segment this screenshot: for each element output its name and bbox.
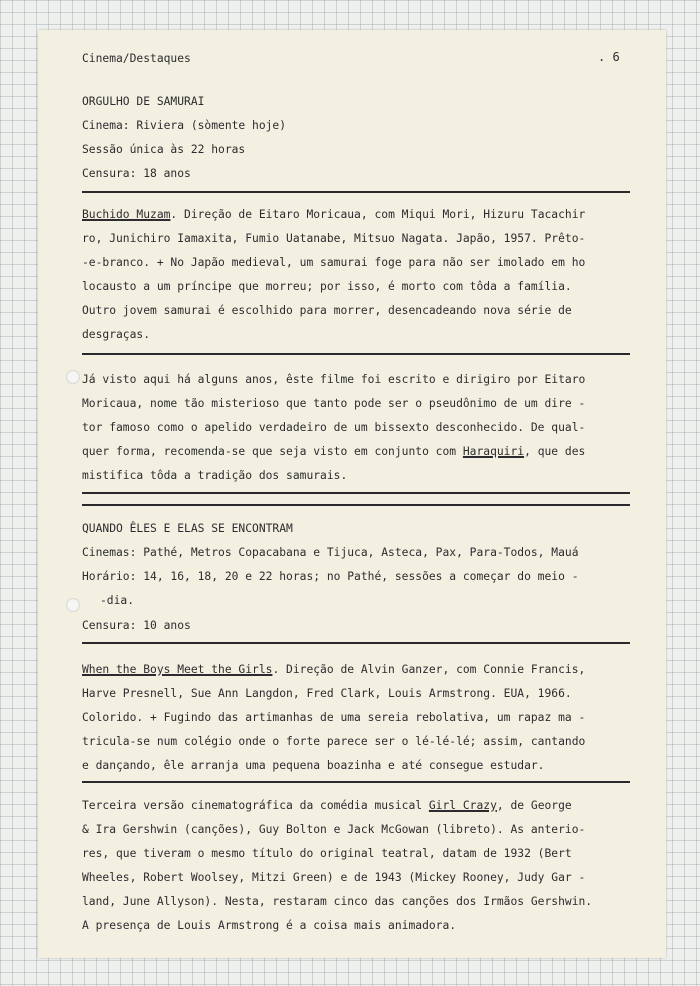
divider (82, 781, 630, 783)
film2-review-line: res, que tiveram o mesmo título do original teatral, datam de 1932 (Bert (82, 847, 572, 860)
film2-synopsis-line: Colorido. + Fugindo das artimanhas de uma sereia rebolativa, um rapaz ma - (82, 711, 586, 724)
film2-review-line: Wheeles, Robert Woolsey, Mitzi Green) e de 1943 (Mickey Rooney, Judy Gar - (82, 871, 586, 884)
film1-synopsis-line: Outro jovem samurai é escolhido para morrer, desencadeando nova série de (82, 304, 572, 317)
film1-review-line: Moricaua, nome tão misterioso que tanto pode ser o pseudônimo de um dire - (82, 397, 586, 410)
film1-review-line: Já visto aqui há alguns anos, êste filme foi escrito e dirigiro por Eitaro (82, 373, 586, 386)
film2-censorship: Censura: 10 anos (82, 619, 191, 632)
film1-synopsis-line: Buchido Muzam. Direção de Eitaro Moricaua, com Miqui Mori, Hizuru Tacachir (82, 208, 586, 221)
punch-hole (66, 598, 80, 612)
film2-schedule: -dia. (100, 594, 135, 607)
film2-synopsis-line: When the Boys Meet the Girls. Direção de Alvin Ganzer, com Connie Francis, (82, 663, 586, 676)
film1-cinema: Cinema: Riviera (sòmente hoje) (82, 119, 287, 132)
film1-synopsis-line: locausto a um príncipe que morreu; por isso, é morto com tôda a família. (82, 280, 572, 293)
film2-synopsis-line: e dançando, êle arranja uma pequena boazinha e até consegue estudar. (82, 759, 545, 772)
typewritten-page (38, 30, 666, 958)
section-header: Cinema/Destaques (82, 52, 191, 65)
film1-session: Sessão única às 22 horas (82, 143, 246, 156)
film1-censorship: Censura: 18 anos (82, 167, 191, 180)
divider (82, 642, 630, 644)
divider (82, 191, 630, 193)
film2-original-title: When the Boys Meet the Girls (82, 663, 273, 676)
film1-synopsis-line: desgraças. (82, 328, 151, 341)
film1-review-line: mistifica tôda a tradição dos samurais. (82, 469, 348, 482)
film1-original-title: Buchido Muzam (82, 208, 171, 221)
divider (82, 504, 630, 506)
page-number: . 6 (598, 50, 620, 64)
haraquiri-title: Haraquiri (462, 445, 525, 458)
film1-review-line: quer forma, recomenda-se que seja visto em conjunto com Haraquiri, que des (82, 445, 586, 458)
film2-review-line: A presença de Louis Armstrong é a coisa mais animadora. (82, 919, 457, 932)
film2-review-line: land, June Allyson). Nesta, restaram cinco das canções dos Irmãos Gershwin. (82, 895, 593, 908)
film1-synopsis-line: -e-branco. + No Japão medieval, um samurai foge para não ser imolado em ho (82, 256, 586, 269)
girl-crazy-title: Girl Crazy (428, 799, 497, 812)
film2-review-line: Terceira versão cinematográfica da comédia musical Girl Crazy, de George (82, 799, 572, 812)
divider (82, 492, 630, 494)
punch-hole (66, 370, 80, 384)
film1-title: ORGULHO DE SAMURAI (82, 95, 205, 108)
film2-title: QUANDO ÊLES E ELAS SE ENCONTRAM (82, 522, 293, 535)
film1-review-line: tor famoso como o apelido verdadeiro de um bissexto desconhecido. De qual- (82, 421, 586, 434)
film2-synopsis-line: tricula-se num colégio onde o forte parece ser o lé-lé-lé; assim, cantando (82, 735, 586, 748)
film2-review-line: & Ira Gershwin (canções), Guy Bolton e Jack McGowan (libreto). As anterio- (82, 823, 586, 836)
film2-cinemas: Cinemas: Pathé, Metros Copacabana e Tijuca, Asteca, Pax, Para-Todos, Mauá (82, 546, 579, 559)
film1-synopsis-line: ro, Junichiro Iamaxita, Fumio Uatanabe, Mitsuo Nagata. Japão, 1957. Prêto- (82, 232, 586, 245)
divider (82, 353, 630, 355)
film2-synopsis-line: Harve Presnell, Sue Ann Langdon, Fred Clark, Louis Armstrong. EUA, 1966. (82, 687, 572, 700)
film2-schedule: Horário: 14, 16, 18, 20 e 22 horas; no Pathé, sessões a começar do meio - (82, 570, 579, 583)
